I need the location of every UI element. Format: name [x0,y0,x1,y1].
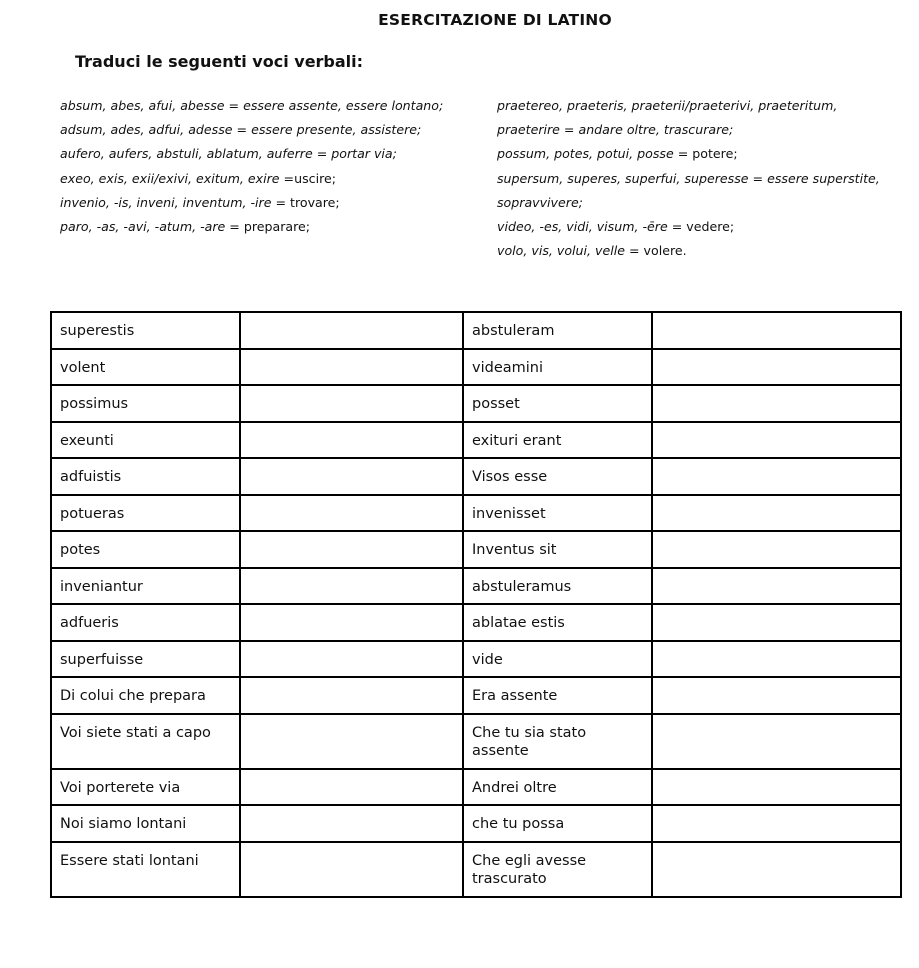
table-row [51,531,901,568]
table-row [51,495,901,532]
table-row [51,349,901,386]
vocab-entry-meaning: potere; [688,146,738,162]
vocab-entry-italic: absum, abes, afui, abesse = essere assente, essere lontano; [60,98,444,113]
answer-cell[interactable] [652,385,901,422]
prompt-cell: posset [463,385,652,422]
answer-cell[interactable] [240,805,463,842]
vocab-entry-italic: sopravvivere; [497,194,583,210]
answer-cell[interactable] [652,641,901,678]
table-row [51,385,901,422]
answer-cell[interactable] [652,422,901,459]
vocab-entry-italic: aufero, aufers, abstuli, ablatum, auferre = portar via; [60,146,397,162]
answer-cell[interactable] [240,495,463,532]
prompt-cell: ablatae estis [463,604,652,641]
prompt-cell: Che tu sia stato assente [463,714,652,769]
prompt-cell: superestis [51,312,240,349]
prompt-cell: che tu possa [463,805,652,842]
prompt-cell: Inventus sit [463,531,652,568]
prompt-cell: Era assente [463,677,652,714]
vocabulary-list-right [497,94,880,263]
answer-cell[interactable] [652,531,901,568]
prompt-cell: exeunti [51,422,240,459]
vocab-entry [60,94,443,118]
prompt-cell: Voi siete stati a capo [51,714,240,769]
vocab-entry-meaning: trovare; [286,194,340,210]
vocab-entry [60,167,443,191]
prompt-cell: Noi siamo lontani [51,805,240,842]
prompt-cell: possimus [51,385,240,422]
prompt-cell: Visos esse [463,458,652,495]
vocab-entry-italic: paro, -as, -avi, -atum, -are = [60,219,240,235]
vocab-entry-meaning: vedere; [682,219,735,235]
vocab-entry [497,142,880,166]
vocab-entry [497,94,880,118]
prompt-cell: Voi porterete via [51,769,240,806]
answer-cell[interactable] [652,349,901,386]
exercise-table [50,311,902,898]
prompt-cell: abstuleram [463,312,652,349]
answer-cell[interactable] [240,422,463,459]
vocab-entry [497,167,880,191]
table-row [51,312,901,349]
vocab-entry [497,239,880,263]
answer-cell[interactable] [652,604,901,641]
vocab-entry [497,118,880,142]
table-row [51,805,901,842]
answer-cell[interactable] [240,349,463,386]
answer-cell[interactable] [652,805,901,842]
vocab-entry-italic: volo, vis, volui, velle = [497,243,640,259]
answer-cell[interactable] [652,568,901,605]
prompt-cell: invenisset [463,495,652,532]
vocab-entry [497,215,880,239]
vocab-entry-italic: adsum, ades, adfui, adesse = essere presente, assistere; [60,122,422,138]
vocab-entry [60,142,443,166]
vocab-entry [60,191,443,215]
prompt-cell: adfueris [51,604,240,641]
answer-cell[interactable] [240,312,463,349]
vocab-entry-italic: supersum, superes, superfui, superesse = essere superstite, [497,170,880,186]
answer-cell[interactable] [240,641,463,678]
table-row [51,568,901,605]
prompt-cell: potueras [51,495,240,532]
prompt-cell: Andrei oltre [463,769,652,806]
vocab-entry-italic: exeo, exis, exii/exivi, exitum, exire = [60,170,295,186]
vocab-entry-italic: video, -es, vidi, visum, -ēre = [497,219,683,235]
answer-cell[interactable] [240,769,463,806]
answer-cell[interactable] [240,568,463,605]
prompt-cell: abstuleramus [463,568,652,605]
answer-cell[interactable] [652,842,901,897]
table-row [51,458,901,495]
answer-cell[interactable] [652,677,901,714]
prompt-cell: Essere stati lontani [51,842,240,897]
answer-cell[interactable] [240,714,463,769]
vocab-entry-italic: praetereo, praeteris, praeterii/praeterivi, praeteritum, [497,98,838,113]
table-row [51,641,901,678]
answer-cell[interactable] [240,531,463,568]
vocab-entry-italic: praeterire = andare oltre, trascurare; [497,122,734,138]
vocab-entry-italic: invenio, -is, inveni, inventum, -ire = [60,194,287,210]
prompt-cell: inveniantur [51,568,240,605]
prompt-cell: potes [51,531,240,568]
prompt-cell: superfuisse [51,641,240,678]
answer-cell[interactable] [240,458,463,495]
prompt-cell: exituri erant [463,422,652,459]
answer-cell[interactable] [240,385,463,422]
vocab-entry [60,118,443,142]
instructions: Traduci le seguenti voci verbali: [75,52,364,71]
answer-cell[interactable] [652,769,901,806]
answer-cell[interactable] [240,604,463,641]
answer-cell[interactable] [652,495,901,532]
vocab-entry-meaning: uscire; [294,170,336,186]
vocab-entry-meaning: volere. [639,243,687,259]
answer-cell[interactable] [652,312,901,349]
table-row [51,604,901,641]
prompt-cell: volent [51,349,240,386]
prompt-cell: Che egli avesse trascurato [463,842,652,897]
table-row [51,677,901,714]
vocab-entry-meaning: preparare; [239,219,311,235]
vocabulary-list-left [60,94,443,239]
answer-cell[interactable] [652,714,901,769]
vocab-entry [497,191,880,215]
prompt-cell: vide [463,641,652,678]
answer-cell[interactable] [240,842,463,897]
table-row [51,769,901,806]
answer-cell[interactable] [652,458,901,495]
prompt-cell: videamini [463,349,652,386]
prompt-cell: adfuistis [51,458,240,495]
answer-cell[interactable] [240,677,463,714]
prompt-cell: Di colui che prepara [51,677,240,714]
table-row [51,422,901,459]
table-row [51,842,901,897]
page-title: ESERCITAZIONE DI LATINO [378,11,612,29]
table-row [51,714,901,769]
vocab-entry-italic: possum, potes, potui, posse = [497,146,689,162]
vocab-entry [60,215,443,239]
